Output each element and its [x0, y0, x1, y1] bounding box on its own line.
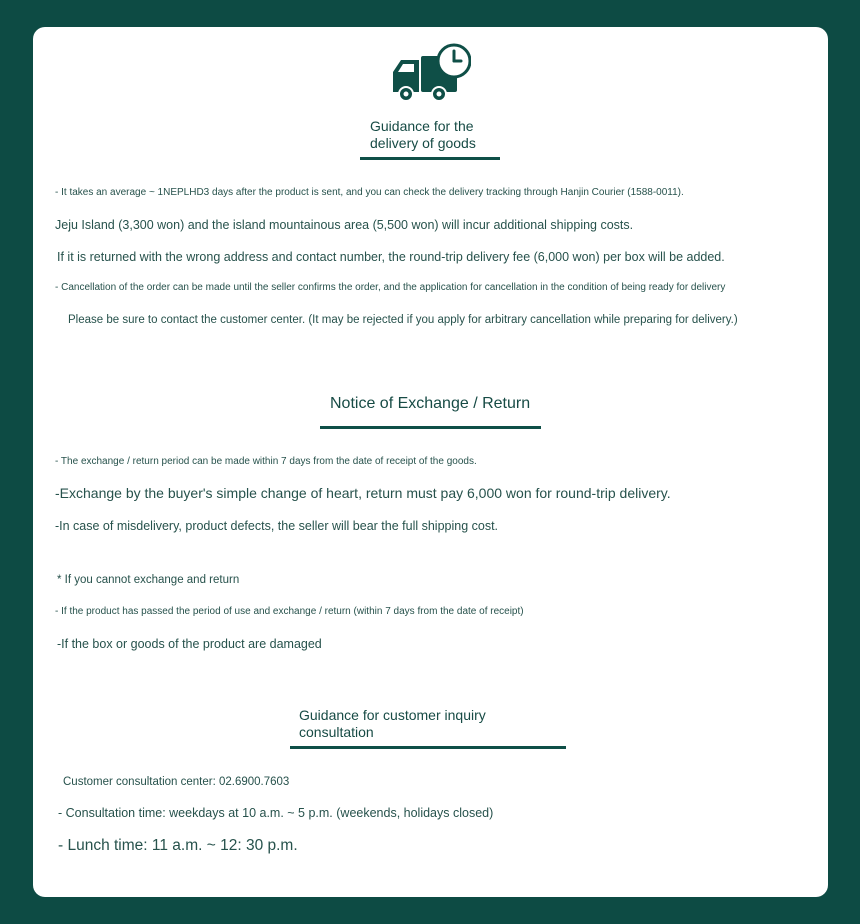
- exchange-title-underline: [320, 426, 541, 429]
- exchange-line-1: - The exchange / return period can be made within 7 days from the date of receipt of the goods.: [55, 456, 477, 467]
- exchange-line-4: * If you cannot exchange and return: [57, 574, 240, 586]
- inquiry-line-3: - Lunch time: 11 a.m. ~ 12: 30 p.m.: [58, 837, 298, 854]
- delivery-line-4: - Cancellation of the order can be made until the seller confirms the order, and the application for cancellation in the condition of being ready for delivery: [55, 282, 726, 293]
- exchange-line-6: -If the box or goods of the product are damaged: [57, 637, 322, 651]
- exchange-line-2: -Exchange by the buyer's simple change of heart, return must pay 6,000 won for round-trip delivery.: [55, 485, 671, 501]
- delivery-line-1: - It takes an average ~ 1NEPLHD3 days after the product is sent, and you can check the delivery tracking through Hanjin Courier (1588-0011).: [55, 187, 684, 198]
- delivery-title-line1: Guidance for the: [370, 118, 474, 134]
- info-card: [33, 27, 828, 897]
- delivery-line-5: Please be sure to contact the customer center. (It may be rejected if you apply for arbitrary cancellation while preparing for delivery.): [68, 314, 738, 326]
- inquiry-title-line1: Guidance for customer inquiry: [299, 707, 486, 723]
- exchange-line-3: -In case of misdelivery, product defects, the seller will bear the full shipping cost.: [55, 519, 499, 533]
- delivery-title-line2: delivery of goods: [370, 135, 476, 151]
- delivery-title-underline: [360, 157, 500, 160]
- exchange-title: Notice of Exchange / Return: [330, 395, 531, 412]
- inquiry-line-2: - Consultation time: weekdays at 10 a.m. ~ 5 p.m. (weekends, holidays closed): [58, 806, 494, 820]
- inquiry-title: [299, 707, 486, 741]
- inquiry-line-1: Customer consultation center: 02.6900.7603: [63, 776, 290, 788]
- exchange-line-5: - If the product has passed the period of use and exchange / return (within 7 days from the date of receipt): [55, 606, 524, 617]
- delivery-line-2: Jeju Island (3,300 won) and the island mountainous area (5,500 won) will incur additional shipping costs.: [55, 218, 634, 232]
- delivery-title: [370, 118, 476, 152]
- inquiry-title-line2: consultation: [299, 724, 374, 740]
- inquiry-title-underline: [290, 746, 566, 749]
- delivery-line-3: If it is returned with the wrong address and contact number, the round-trip delivery fee (6,000 won) per box will be added.: [57, 250, 725, 264]
- delivery-truck-clock-icon: [391, 42, 471, 108]
